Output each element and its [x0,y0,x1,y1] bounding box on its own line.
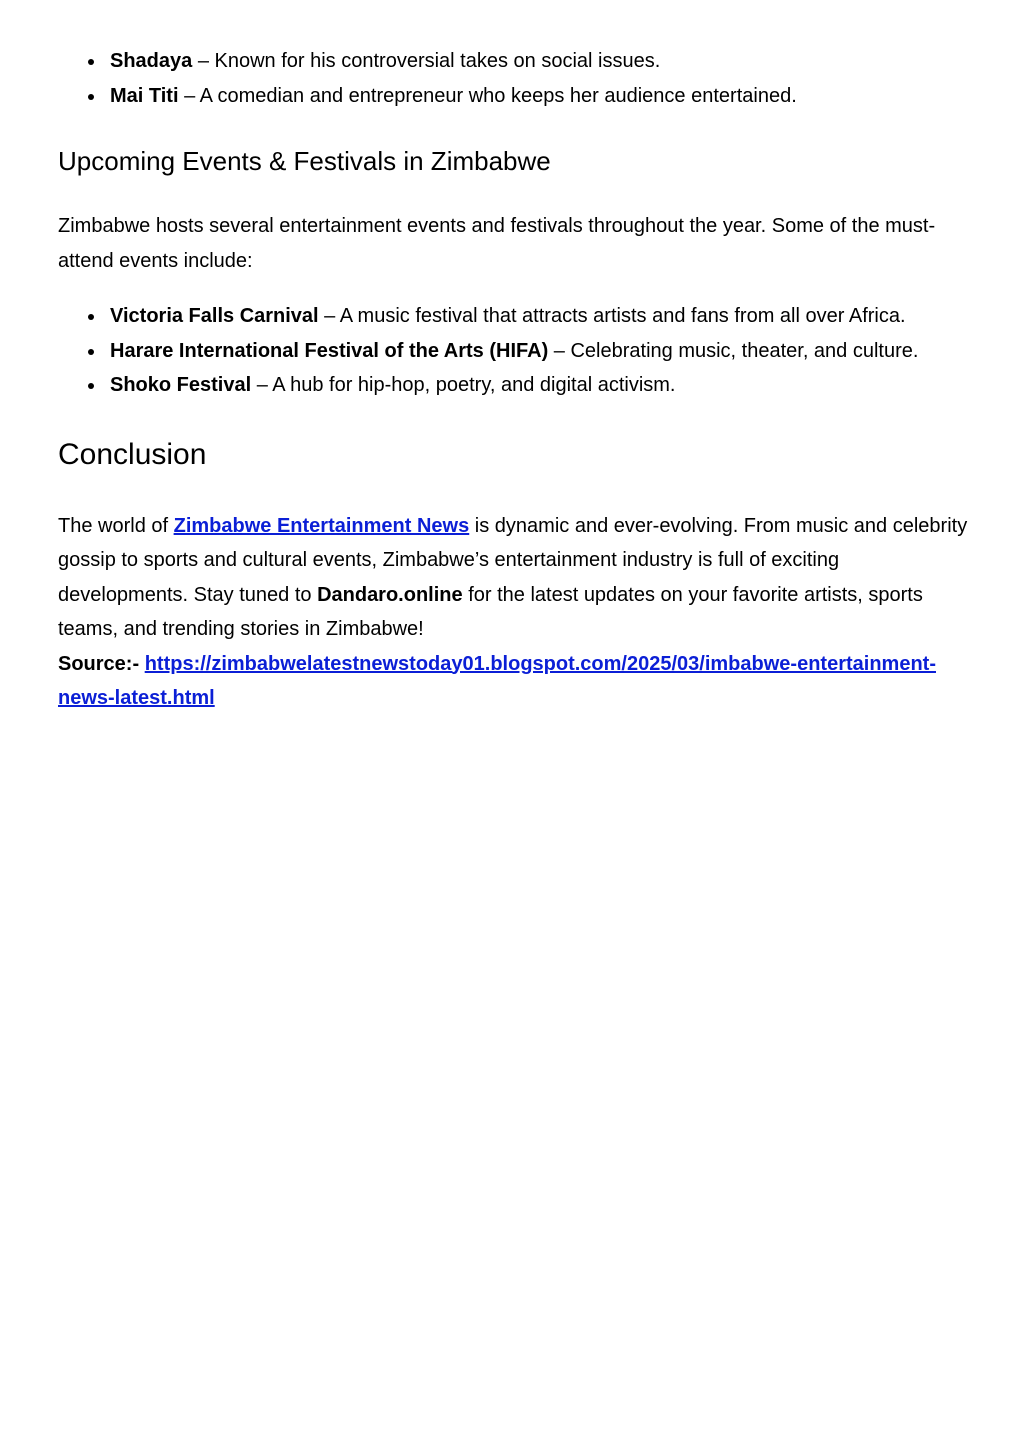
conclusion-text-end: for the latest updates on your favorite artists, sports teams, and trending stories in Zimbabwe! [58,583,923,640]
list-item-desc: – Known for his controversial takes on social issues. [192,50,661,72]
zimbabwe-entertainment-news-link[interactable]: Zimbabwe Entertainment News [173,514,470,537]
list-item-desc: – Celebrating music, theater, and culture. [548,339,919,362]
list-item [58,44,968,79]
brand-name: Dandaro.online [317,583,463,606]
conclusion-heading: Conclusion [58,437,207,471]
events-intro: Zimbabwe hosts several entertainment events and festivals throughout the year. Some of the must-attend events include: [58,215,936,272]
list-item [58,368,968,403]
list-item-desc: – A comedian and entrepreneur who keeps her audience entertained. [178,85,797,107]
list-item-desc: – A music festival that attracts artists and fans from all over Africa. [318,305,906,327]
list-item-name: Shoko Festival [110,374,252,396]
events-heading: Upcoming Events & Festivals in Zimbabwe [58,146,551,176]
list-item [58,299,968,334]
list-item-name: Harare International Festival of the Arts (HIFA) [110,339,549,362]
conclusion-paragraph [58,509,968,716]
list-item-desc: – A hub for hip-hop, poetry, and digital activism. [251,374,676,396]
source-link[interactable]: https://zimbabwelatestnewstoday01.blogspot.com/2025/03/imbabwe-entertainment-news-latest.html [58,652,936,709]
source-label: Source:- [58,652,145,675]
comedians-list [58,44,968,114]
conclusion-text-middle: is dynamic and ever-evolving. From music and celebrity gossip to sports and cultural events, Zimbabwe’s entertainment industry is full of exciting developments. Stay tuned to [58,514,968,606]
list-item-name: Mai Titi [110,85,179,107]
document-page [58,44,968,716]
events-list [58,299,968,403]
list-item-name: Victoria Falls Carnival [110,305,319,327]
list-item-name: Shadaya [110,50,193,72]
conclusion-text-start: The world of [58,514,174,537]
list-item [58,79,968,114]
list-item [58,334,968,369]
